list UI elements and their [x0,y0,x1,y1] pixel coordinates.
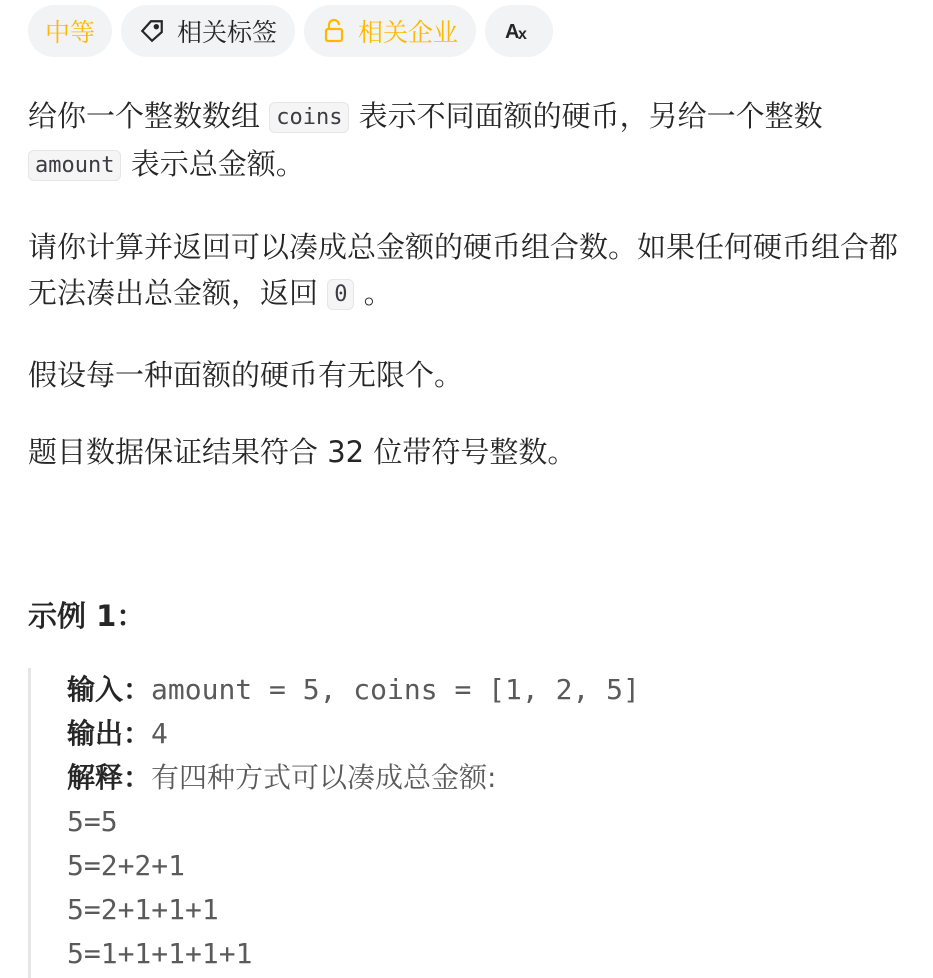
p1-text-a: 给你一个整数数组 [28,99,270,133]
p2-text-b: 。 [354,276,393,310]
output-value: 4 [151,717,168,750]
example-output-line [67,712,908,756]
explain-label: 解释： [67,761,152,794]
description-paragraph-4: 题目数据保证结果符合 32 位带符号整数。 [28,435,577,469]
companies-tag-button[interactable] [304,5,476,57]
output-label: 输出： [67,717,152,750]
input-value: amount = 5, coins = [1, 2, 5] [151,673,640,706]
p1-text-b: 表示不同面额的硬币，另给一个整数 [349,99,823,133]
explain-line-4: 5=1+1+1+1+1 [67,937,253,970]
inline-code-zero: 0 [327,279,354,310]
explain-line-1: 5=5 [67,805,118,838]
inline-code-amount: amount [28,150,121,181]
input-label: 输入： [67,673,152,706]
description-paragraph-1 [28,93,915,189]
svg-text:A: A [505,21,520,43]
difficulty-label: 中等 [45,18,96,47]
topics-tag-button[interactable] [121,5,295,57]
example-1-block [28,668,908,978]
translate-icon [505,19,533,43]
translate-button[interactable] [485,5,553,57]
explain-line-3: 5=2+1+1+1 [67,893,219,926]
tag-icon [139,18,165,44]
description-paragraph-2 [28,224,915,318]
inline-code-coins: coins [269,102,349,133]
example-input-line [67,668,908,712]
difficulty-badge [28,5,112,57]
example-1-title: 示例 1： [28,599,146,633]
explain-line-2: 5=2+2+1 [67,849,186,882]
svg-text:x: x [518,26,527,43]
description-paragraph-3: 假设每一种面额的硬币有无限个。 [28,358,464,392]
explain-value: 有四种方式可以凑成总金额: [151,761,497,794]
example-explain-line [67,756,908,800]
companies-tag-label: 相关企业 [358,18,459,47]
lock-icon [322,18,346,44]
p2-text-a: 请你计算并返回可以凑成总金额的硬币组合数。如果任何硬币组合都无法凑出总金额，返回 [28,230,899,310]
topics-tag-label: 相关标签 [177,18,278,47]
p1-text-c: 表示总金额。 [121,147,305,181]
tag-bar [28,5,553,57]
